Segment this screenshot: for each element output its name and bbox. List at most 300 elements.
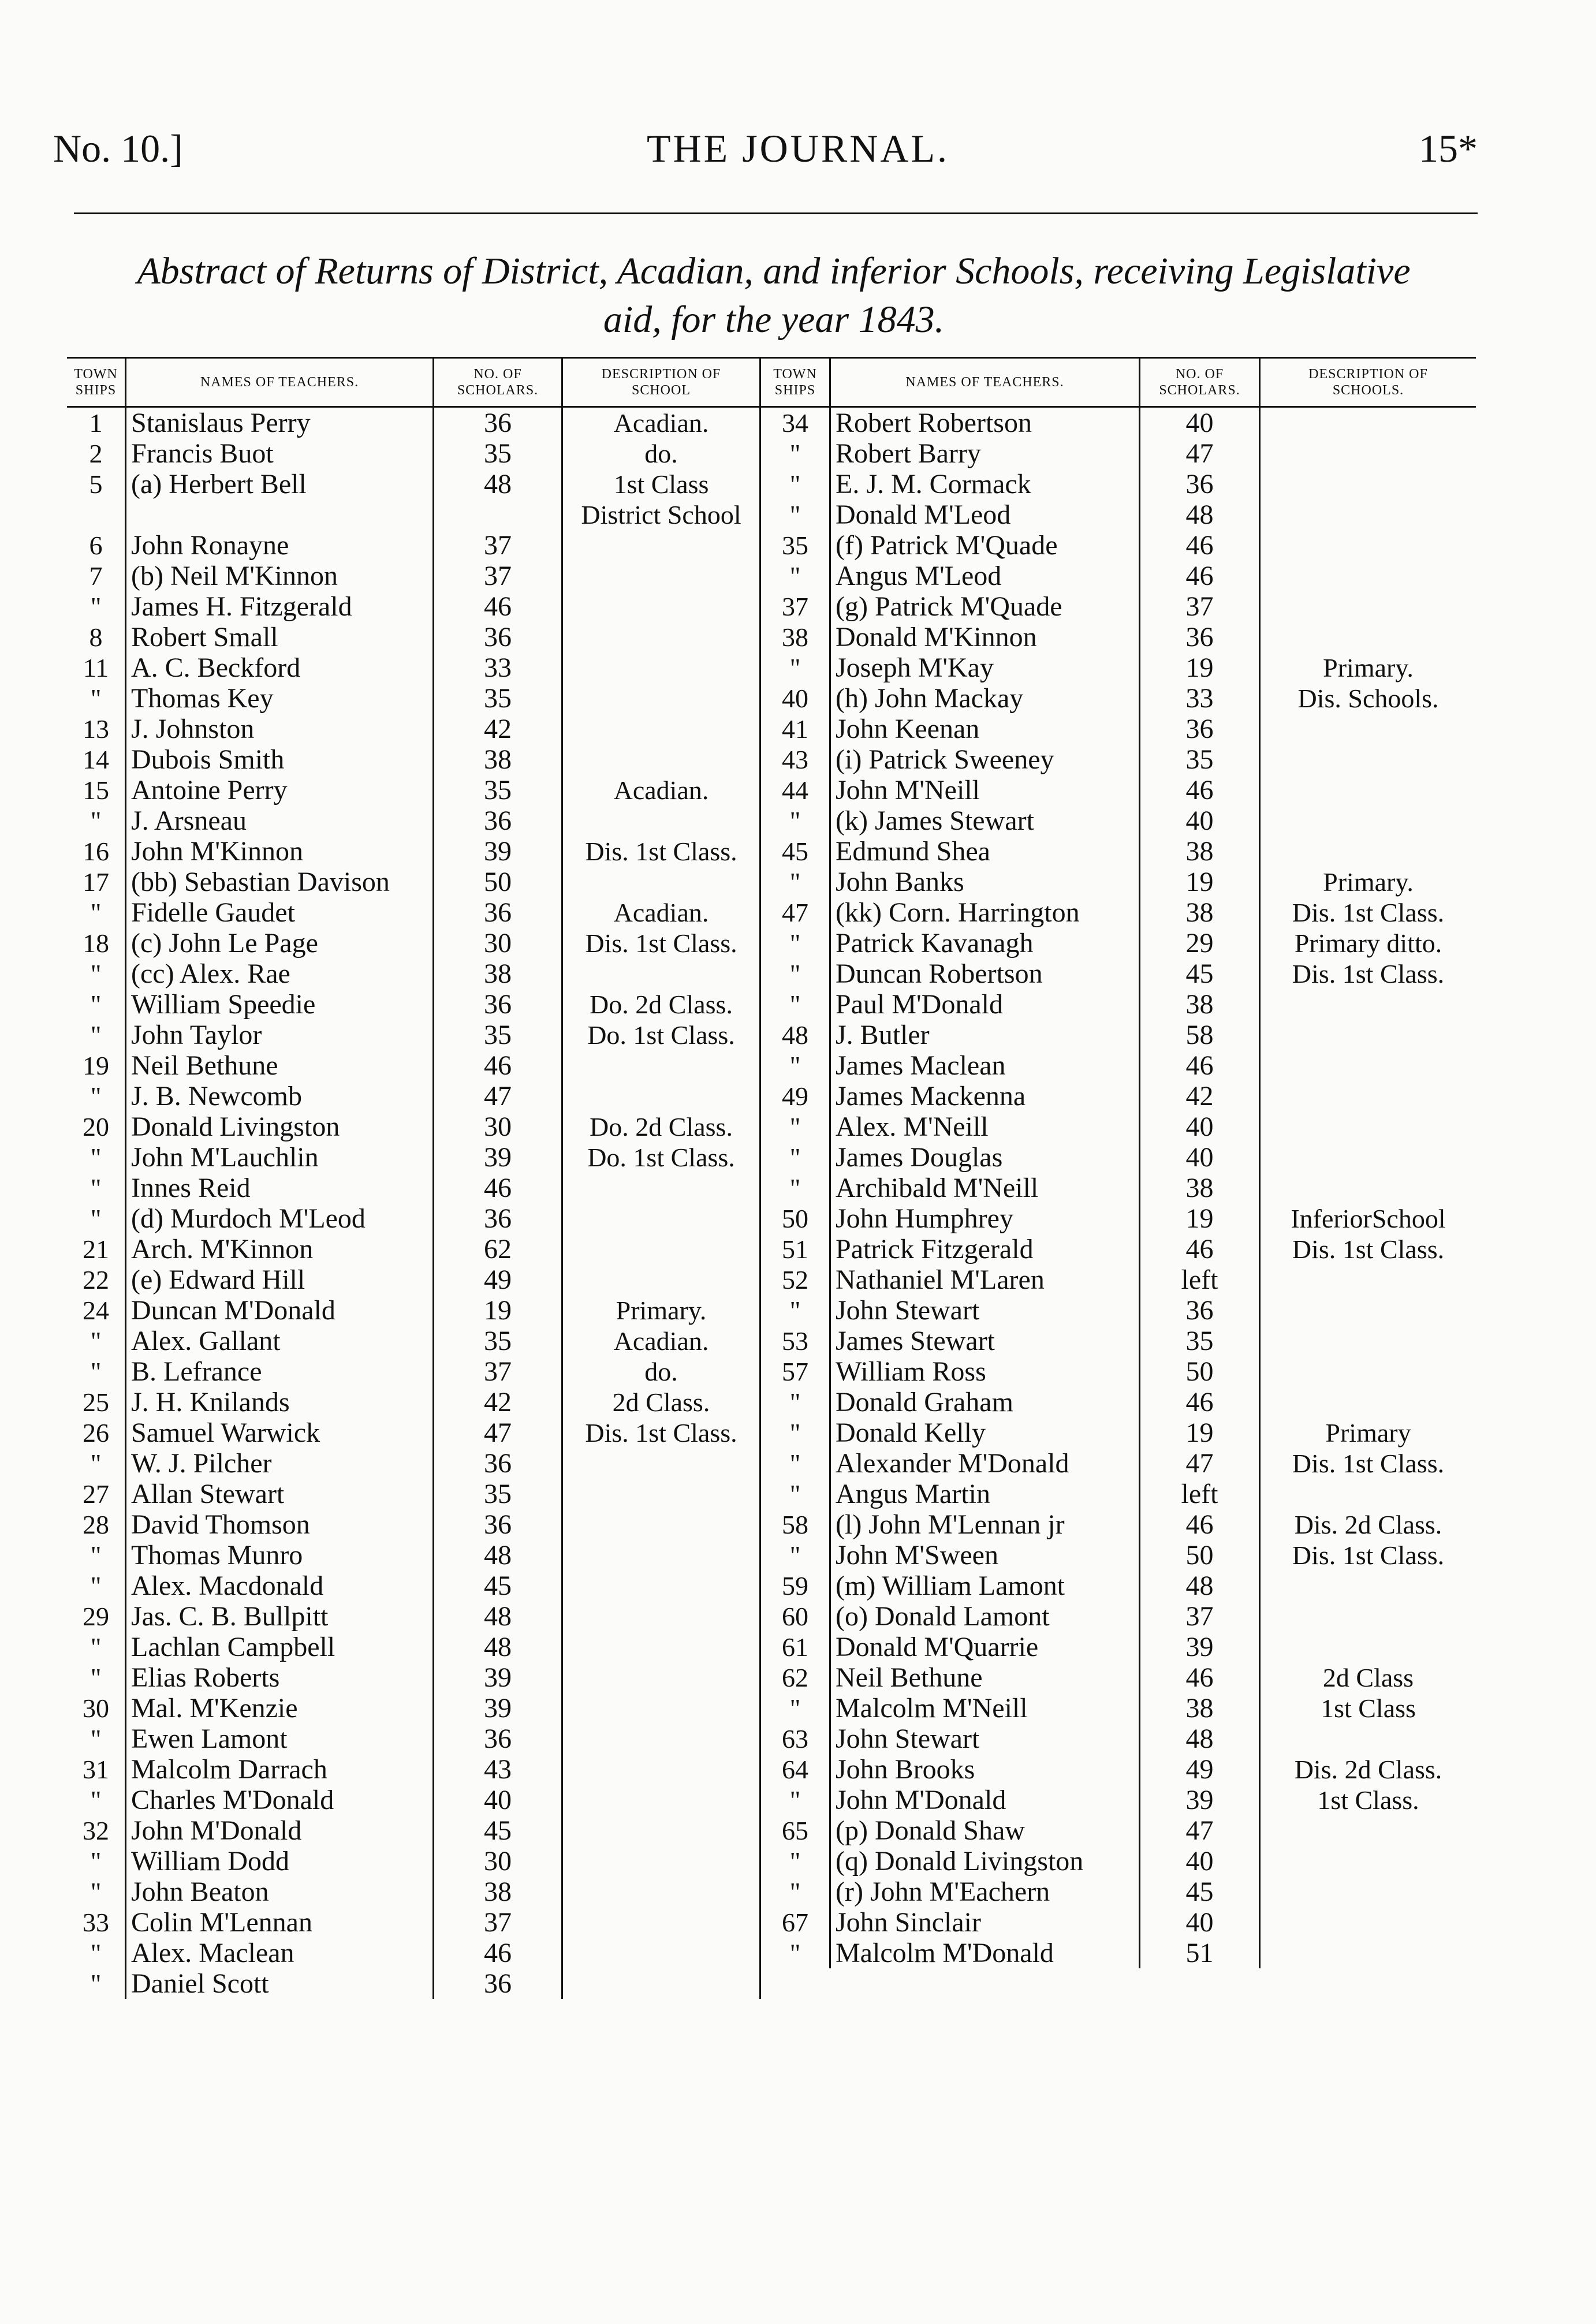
- scholars-cell: 62: [484, 1234, 512, 1264]
- teacher-name-cell: Robert Barry: [836, 438, 981, 469]
- description-cell: [1261, 1846, 1476, 1877]
- description-cell: Acadian.: [613, 775, 709, 805]
- description-cell: [1261, 1938, 1476, 1968]
- description-cell: 1st Class: [613, 469, 709, 499]
- township-cell: ": [789, 1846, 801, 1876]
- table-row: [67, 1693, 1476, 1724]
- township-cell: 59: [782, 1571, 808, 1601]
- teacher-name-cell: Antoine Perry: [131, 775, 288, 805]
- scholars-cell: 30: [484, 1846, 512, 1877]
- scholars-cell: 42: [484, 714, 512, 744]
- scholars-cell: 48: [1185, 499, 1214, 530]
- description-cell: [563, 683, 759, 714]
- township-cell: ": [90, 1326, 102, 1356]
- teacher-name-cell: Donald Kelly: [836, 1417, 986, 1448]
- teacher-name-cell: Robert Small: [131, 622, 278, 652]
- description-cell: Dis. 1st Class.: [1292, 1449, 1445, 1478]
- table-row: [67, 1111, 1476, 1142]
- description-cell: [1261, 1479, 1476, 1509]
- description-cell: [563, 591, 759, 622]
- header-scholars: NO. OF SCHOLARS.: [457, 367, 539, 398]
- description-cell: Dis. Schools.: [1297, 684, 1439, 713]
- teacher-name-cell: John M'Sween: [836, 1540, 998, 1571]
- table-row: [67, 1601, 1476, 1632]
- teacher-name-cell: William Speedie: [131, 989, 316, 1020]
- column-rule: [759, 408, 761, 1999]
- description-cell: [563, 1877, 759, 1907]
- township-cell: 49: [782, 1081, 808, 1111]
- scholars-cell: 47: [484, 1081, 512, 1111]
- description-cell: [563, 622, 759, 652]
- teacher-name-cell: [126, 499, 432, 530]
- teacher-name-cell: (f) Patrick M'Quade: [836, 530, 1058, 561]
- scholars-cell: 45: [484, 1571, 512, 1601]
- description-cell: [1261, 1877, 1476, 1907]
- scholars-cell: 36: [484, 897, 512, 928]
- scholars-cell: 36: [484, 408, 512, 438]
- teacher-name-cell: John M'Lauchlin: [131, 1142, 319, 1173]
- township-cell: 48: [782, 1020, 808, 1050]
- table-row: [67, 1356, 1476, 1387]
- scholars-cell: 40: [484, 1785, 512, 1815]
- scholars-cell: 39: [484, 836, 512, 867]
- description-cell: [563, 1754, 759, 1785]
- township-cell: ": [789, 928, 801, 958]
- teacher-name-cell: (a) Herbert Bell: [131, 469, 307, 499]
- returns-table: [67, 357, 1476, 1999]
- table-row: [67, 469, 1476, 499]
- scholars-cell: 36: [1185, 622, 1214, 652]
- teacher-name-cell: (l) John M'Lennan jr: [836, 1509, 1065, 1540]
- township-cell: 43: [782, 745, 808, 774]
- teacher-name-cell: Patrick Fitzgerald: [836, 1234, 1034, 1264]
- township-cell: 58: [782, 1510, 808, 1539]
- scholars-cell: 37: [484, 1907, 512, 1938]
- description-cell: [563, 1479, 759, 1509]
- teacher-name-cell: A. C. Beckford: [131, 652, 301, 683]
- scholars-cell: 37: [484, 1356, 512, 1387]
- teacher-name-cell: Charles M'Donald: [131, 1785, 334, 1815]
- header-townships: TOWN SHIPS: [74, 367, 118, 398]
- description-cell: [1261, 561, 1476, 591]
- township-cell: ": [90, 1632, 102, 1662]
- teacher-name-cell: (i) Patrick Sweeney: [836, 744, 1054, 775]
- description-cell: [1261, 591, 1476, 622]
- scholars-cell: 36: [484, 1448, 512, 1479]
- scholars-cell: 46: [1185, 1662, 1214, 1693]
- township-cell: ": [789, 1479, 801, 1509]
- scholars-cell: 38: [484, 1877, 512, 1907]
- teacher-name-cell: Thomas Key: [131, 683, 274, 714]
- township-cell: ": [789, 1143, 801, 1172]
- description-cell: [563, 1907, 759, 1938]
- scholars-cell: 33: [1185, 683, 1214, 714]
- table-row: [67, 928, 1476, 958]
- description-cell: 2d Class.: [612, 1387, 710, 1417]
- teacher-name-cell: (k) James Stewart: [836, 805, 1034, 836]
- teacher-name-cell: Malcolm Darrach: [131, 1754, 327, 1785]
- table-row: [67, 1142, 1476, 1173]
- table-row: [67, 958, 1476, 989]
- township-cell: 8: [89, 622, 103, 652]
- teacher-name-cell: Donald M'Leod: [836, 499, 1011, 530]
- township-cell: 1: [89, 408, 103, 438]
- township-cell: 44: [782, 775, 808, 805]
- teacher-name-cell: Colin M'Lennan: [131, 1907, 312, 1938]
- scholars-cell: 47: [1185, 1448, 1214, 1479]
- scholars-cell: 37: [1185, 591, 1214, 622]
- scholars-cell: 38: [1185, 1173, 1214, 1203]
- scholars-cell: 40: [1185, 1142, 1214, 1173]
- scholars-cell: 46: [484, 1173, 512, 1203]
- description-cell: do.: [644, 1357, 678, 1386]
- description-cell: [1261, 1264, 1476, 1295]
- scholars-cell: 48: [484, 1601, 512, 1632]
- scholars-cell: 48: [1185, 1724, 1214, 1754]
- teacher-name-cell: James Stewart: [836, 1326, 995, 1356]
- scholars-cell: 46: [484, 1938, 512, 1968]
- scholars-cell: 39: [484, 1142, 512, 1173]
- township-cell: ": [789, 1877, 801, 1907]
- header-townships-2: TOWN SHIPS: [773, 367, 817, 398]
- scholars-cell: 19: [1185, 1417, 1214, 1448]
- township-cell: 35: [782, 531, 808, 560]
- township-cell: ": [90, 1846, 102, 1876]
- township-cell: ": [789, 653, 801, 682]
- description-cell: [1261, 499, 1476, 530]
- township-cell: 29: [83, 1602, 109, 1631]
- township-cell: ": [90, 1449, 102, 1478]
- description-cell: [1261, 1173, 1476, 1203]
- scholars-cell: 38: [484, 744, 512, 775]
- scholars-cell: 38: [484, 958, 512, 989]
- township-cell: 38: [782, 622, 808, 652]
- teacher-name-cell: (g) Patrick M'Quade: [836, 591, 1062, 622]
- teacher-name-cell: Alexander M'Donald: [836, 1448, 1069, 1479]
- scholars-cell: 36: [484, 1724, 512, 1754]
- teacher-name-cell: (q) Donald Livingston: [836, 1846, 1084, 1877]
- description-cell: [563, 1632, 759, 1662]
- description-cell: Dis. 2d Class.: [1294, 1755, 1442, 1784]
- description-cell: [563, 1815, 759, 1846]
- teacher-name-cell: (cc) Alex. Rae: [131, 958, 290, 989]
- description-cell: [563, 1509, 759, 1540]
- teacher-name-cell: (e) Edward Hill: [131, 1264, 305, 1295]
- scholars-cell: 36: [1185, 714, 1214, 744]
- description-cell: [1261, 1724, 1476, 1754]
- description-cell: [1261, 836, 1476, 867]
- scholars-cell: 36: [484, 1509, 512, 1540]
- teacher-name-cell: Joseph M'Kay: [836, 652, 994, 683]
- teacher-name-cell: John M'Neill: [836, 775, 980, 805]
- teacher-name-cell: J. B. Newcomb: [131, 1081, 302, 1111]
- description-cell: InferiorSchool: [1291, 1204, 1446, 1233]
- township-cell: 57: [782, 1357, 808, 1386]
- scholars-cell: 19: [484, 1295, 512, 1326]
- table-row: [67, 1203, 1476, 1234]
- scholars-cell: 47: [1185, 1815, 1214, 1846]
- teacher-name-cell: Stanislaus Perry: [131, 408, 311, 438]
- description-cell: [563, 958, 759, 989]
- township-cell: 30: [83, 1693, 109, 1723]
- township-cell: 22: [83, 1265, 109, 1295]
- description-cell: [1261, 530, 1476, 561]
- township-cell: ": [789, 1112, 801, 1142]
- description-cell: [563, 530, 759, 561]
- township-cell: ": [90, 1204, 102, 1233]
- teacher-name-cell: Archibald M'Neill: [836, 1173, 1039, 1203]
- table-row: [67, 1724, 1476, 1754]
- township-cell: ": [789, 1540, 801, 1570]
- teacher-name-cell: (c) John Le Page: [131, 928, 318, 958]
- description-cell: [1261, 1142, 1476, 1173]
- township-cell: 34: [782, 408, 808, 438]
- teacher-name-cell: Alex. M'Neill: [836, 1111, 989, 1142]
- description-cell: [563, 561, 759, 591]
- township-cell: 63: [782, 1724, 808, 1754]
- scholars-cell: 35: [484, 1326, 512, 1356]
- teacher-name-cell: Elias Roberts: [131, 1662, 280, 1693]
- township-cell: ": [789, 1296, 801, 1325]
- scholars-cell: 40: [1185, 1907, 1214, 1938]
- scholars-cell: 51: [1185, 1938, 1214, 1968]
- township-cell: 51: [782, 1234, 808, 1264]
- scholars-cell: 48: [484, 1632, 512, 1662]
- table-row: [67, 897, 1476, 928]
- table-row: [67, 775, 1476, 805]
- scholars-cell: 37: [484, 530, 512, 561]
- scholars-cell: 36: [1185, 1295, 1214, 1326]
- township-cell: ": [789, 1449, 801, 1478]
- table-row: [67, 652, 1476, 683]
- township-cell: 2: [89, 439, 103, 468]
- township-cell: ": [789, 500, 801, 529]
- scholars-cell: 19: [1185, 652, 1214, 683]
- teacher-name-cell: J. Arsneau: [131, 805, 247, 836]
- description-cell: [563, 1601, 759, 1632]
- township-cell: 24: [83, 1296, 109, 1325]
- scholars-cell: 35: [484, 775, 512, 805]
- table-row: [67, 1938, 1476, 1968]
- teacher-name-cell: Daniel Scott: [131, 1968, 269, 1999]
- teacher-name-cell: Innes Reid: [131, 1173, 251, 1203]
- township-cell: ": [90, 1663, 102, 1692]
- township-cell: ": [90, 1020, 102, 1050]
- scholars-cell: 45: [1185, 1877, 1214, 1907]
- teacher-name-cell: Duncan M'Donald: [131, 1295, 335, 1326]
- table-row: [67, 1326, 1476, 1356]
- description-cell: [563, 1968, 759, 1999]
- township-cell: 27: [83, 1479, 109, 1509]
- teacher-name-cell: John M'Donald: [131, 1815, 302, 1846]
- township-cell: 19: [83, 1051, 109, 1080]
- description-cell: District School: [581, 500, 741, 529]
- scholars-cell: left: [1181, 1264, 1218, 1295]
- table-row: [67, 499, 1476, 530]
- township-cell: 52: [782, 1265, 808, 1295]
- teacher-name-cell: Edmund Shea: [836, 836, 990, 867]
- scholars-cell: 39: [1185, 1785, 1214, 1815]
- township-cell: ": [90, 1785, 102, 1815]
- teacher-name-cell: Samuel Warwick: [131, 1417, 320, 1448]
- scholars-cell: 36: [484, 1203, 512, 1234]
- teacher-name-cell: (o) Donald Lamont: [836, 1601, 1050, 1632]
- table-row: [67, 1632, 1476, 1662]
- description-cell: [1261, 1907, 1476, 1938]
- teacher-name-cell: Jas. C. B. Bullpitt: [131, 1601, 329, 1632]
- description-cell: Do. 2d Class.: [590, 990, 733, 1019]
- description-cell: [563, 1693, 759, 1724]
- township-cell: 5: [89, 469, 103, 499]
- teacher-name-cell: John Stewart: [836, 1295, 980, 1326]
- teacher-name-cell: Ewen Lamont: [131, 1724, 288, 1754]
- table-row: [67, 1081, 1476, 1111]
- description-cell: [563, 1173, 759, 1203]
- table-body: [67, 408, 1476, 1999]
- scholars-cell: 29: [1185, 928, 1214, 958]
- description-cell: 1st Class: [1321, 1693, 1416, 1723]
- description-cell: 2d Class: [1322, 1663, 1414, 1692]
- table-row: [67, 1387, 1476, 1417]
- township-cell: 26: [83, 1418, 109, 1448]
- scholars-cell: 36: [484, 989, 512, 1020]
- description-cell: Primary.: [1323, 653, 1414, 682]
- township-cell: ": [90, 898, 102, 927]
- scholars-cell: 46: [1185, 561, 1214, 591]
- township-cell: ": [90, 1938, 102, 1968]
- teacher-name-cell: Allan Stewart: [131, 1479, 285, 1509]
- scholars-cell: 39: [484, 1693, 512, 1724]
- township-cell: ": [90, 990, 102, 1019]
- scholars-cell: 48: [484, 469, 512, 499]
- scholars-cell: 33: [484, 652, 512, 683]
- teacher-name-cell: William Dodd: [131, 1846, 290, 1877]
- scholars-cell: 38: [1185, 836, 1214, 867]
- township-cell: 45: [782, 837, 808, 866]
- township-cell: 53: [782, 1326, 808, 1356]
- township-cell: ": [90, 592, 102, 621]
- scholars-cell: 50: [484, 867, 512, 897]
- description-cell: [563, 1846, 759, 1877]
- scholars-cell: 19: [1185, 1203, 1214, 1234]
- description-cell: [563, 1938, 759, 1968]
- table-row: [67, 1846, 1476, 1877]
- scholars-cell: 35: [484, 1020, 512, 1050]
- teacher-name-cell: Alex. Macdonald: [131, 1571, 324, 1601]
- township-cell: ": [90, 806, 102, 835]
- table-row: [67, 408, 1476, 438]
- description-cell: [1261, 1815, 1476, 1846]
- township-cell: 14: [83, 745, 109, 774]
- description-cell: [1261, 1387, 1476, 1417]
- scholars-cell: 19: [1185, 867, 1214, 897]
- scholars-cell: 58: [1185, 1020, 1214, 1050]
- table-row: [67, 1509, 1476, 1540]
- description-cell: [1261, 1356, 1476, 1387]
- description-cell: Dis. 1st Class.: [585, 928, 737, 958]
- teacher-name-cell: Francis Buot: [131, 438, 274, 469]
- township-cell: 61: [782, 1632, 808, 1662]
- description-cell: [563, 1540, 759, 1571]
- scholars-cell: 49: [484, 1264, 512, 1295]
- teacher-name-cell: (kk) Corn. Harrington: [836, 897, 1080, 928]
- column-rule: [1259, 408, 1261, 1968]
- table-row: [67, 1540, 1476, 1571]
- teacher-name-cell: James Mackenna: [836, 1081, 1026, 1111]
- description-cell: [1261, 1601, 1476, 1632]
- table-row: [67, 1479, 1476, 1509]
- table-row: [67, 622, 1476, 652]
- township-cell: ": [789, 1693, 801, 1723]
- table-row: [67, 1662, 1476, 1693]
- teacher-name-cell: John Taylor: [131, 1020, 262, 1050]
- description-cell: [1261, 744, 1476, 775]
- description-cell: [563, 1662, 759, 1693]
- teacher-name-cell: William Ross: [836, 1356, 986, 1387]
- township-cell: 13: [83, 714, 109, 744]
- township-cell: 60: [782, 1602, 808, 1631]
- issue-number: No. 10.]: [53, 126, 183, 170]
- description-cell: [1261, 714, 1476, 744]
- township-cell: ": [789, 1418, 801, 1448]
- description-cell: [563, 1448, 759, 1479]
- scholars-cell: 30: [484, 1111, 512, 1142]
- table-row: [67, 438, 1476, 469]
- township-cell: 16: [83, 837, 109, 866]
- table-row: [67, 1754, 1476, 1785]
- header-description: DESCRIPTION OF SCHOOL: [601, 367, 721, 398]
- township-cell: 65: [782, 1816, 808, 1845]
- township-cell: 40: [782, 684, 808, 713]
- teacher-name-cell: John M'Donald: [836, 1785, 1006, 1815]
- description-cell: [563, 1571, 759, 1601]
- township-cell: 7: [89, 561, 103, 591]
- description-cell: Do. 1st Class.: [587, 1143, 735, 1172]
- township-cell: ": [90, 1571, 102, 1601]
- township-cell: ": [789, 959, 801, 988]
- teacher-name-cell: Donald Graham: [836, 1387, 1013, 1417]
- description-cell: [1261, 1632, 1476, 1662]
- table-row: [67, 1173, 1476, 1203]
- description-cell: [1261, 622, 1476, 652]
- description-cell: Dis. 1st Class.: [1292, 898, 1445, 927]
- description-cell: [1261, 1326, 1476, 1356]
- township-cell: ": [90, 684, 102, 713]
- teacher-name-cell: John Brooks: [836, 1754, 975, 1785]
- table-row: [67, 1785, 1476, 1815]
- description-cell: [1261, 408, 1476, 438]
- description-cell: Dis. 1st Class.: [1292, 1540, 1445, 1570]
- township-cell: 50: [782, 1204, 808, 1233]
- township-cell: 32: [83, 1816, 109, 1845]
- township-cell: ": [789, 1387, 801, 1417]
- description-cell: Acadian.: [613, 1326, 709, 1356]
- teacher-name-cell: Lachlan Campbell: [131, 1632, 335, 1662]
- township-cell: 21: [83, 1234, 109, 1264]
- teacher-name-cell: Donald M'Quarrie: [836, 1632, 1039, 1662]
- description-cell: [563, 744, 759, 775]
- teacher-name-cell: B. Lefrance: [131, 1356, 262, 1387]
- table-row: [67, 1571, 1476, 1601]
- scholars-cell: 39: [484, 1662, 512, 1693]
- township-cell: 20: [83, 1112, 109, 1142]
- scholars-cell: 38: [1185, 897, 1214, 928]
- description-cell: Dis. 2d Class.: [1294, 1510, 1442, 1539]
- table-row: [67, 805, 1476, 836]
- scholars-cell: 48: [1185, 1571, 1214, 1601]
- teacher-name-cell: (d) Murdoch M'Leod: [131, 1203, 366, 1234]
- scholars-cell: 38: [1185, 989, 1214, 1020]
